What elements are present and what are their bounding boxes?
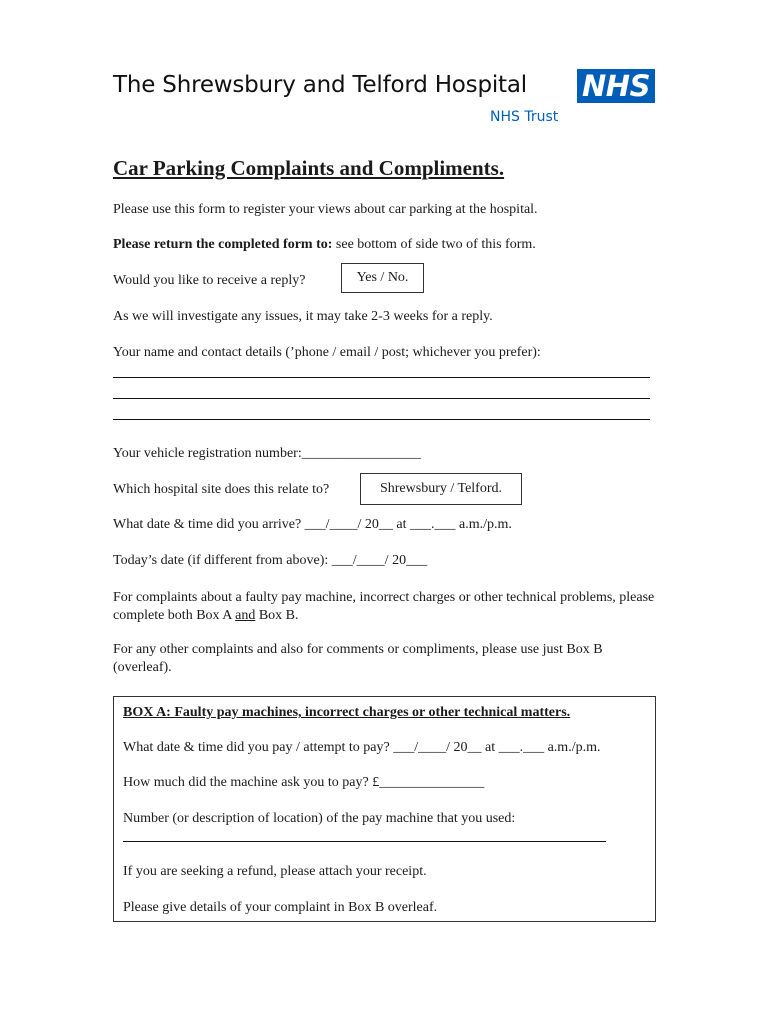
machine-line[interactable] xyxy=(123,841,606,842)
return-instructions xyxy=(113,236,536,254)
box-a-title: BOX A: Faulty pay machines, incorrect charges or other technical matters. xyxy=(123,705,571,720)
faulty-text-before: For complaints about a faulty pay machine, incorrect charges or other technical problems, please complete both Box A xyxy=(113,590,655,623)
return-label: Please return the completed form to: xyxy=(113,237,333,252)
faulty-text-and: and xyxy=(235,608,256,623)
hospital-name: The Shrewsbury and Telford Hospital xyxy=(113,72,527,98)
faulty-text-after: Box B. xyxy=(255,608,299,623)
contact-line-1[interactable] xyxy=(113,377,650,378)
other-complaints-instructions: For any other complaints and also for comments or compliments, please use just Box B (overleaf). xyxy=(113,642,603,675)
contact-line-3[interactable] xyxy=(113,419,650,420)
today-date-field[interactable]: Today’s date (if different from above): ___/____/ 20___ xyxy=(113,553,428,568)
intro-text: Please use this form to register your views about car parking at the hospital. xyxy=(113,202,538,217)
site-options-box[interactable] xyxy=(360,473,522,505)
box-a xyxy=(113,696,656,922)
pay-datetime-field[interactable]: What date & time did you pay / attempt to pay? ___/____/ 20__ at ___.___ a.m./p.m. xyxy=(123,740,601,755)
investigate-note: As we will investigate any issues, it may take 2-3 weeks for a reply. xyxy=(113,309,493,324)
arrival-datetime-field[interactable]: What date & time did you arrive? ___/____/ 20__ at ___.___ a.m./p.m. xyxy=(113,517,512,532)
page-title: Car Parking Complaints and Compliments. xyxy=(113,156,505,180)
refund-note: If you are seeking a refund, please attach your receipt. xyxy=(123,864,427,879)
machine-label: Number (or description of location) of the pay machine that you used: xyxy=(123,811,516,826)
contact-label: Your name and contact details (’phone / email / post; whichever you prefer): xyxy=(113,345,541,360)
reply-options-box[interactable] xyxy=(341,263,424,293)
site-options: Shrewsbury / Telford. xyxy=(379,481,503,496)
reply-options: Yes / No. xyxy=(356,270,409,285)
faulty-machine-instructions xyxy=(113,589,658,625)
amount-field[interactable]: How much did the machine ask you to pay? £_______________ xyxy=(123,775,485,790)
contact-line-2[interactable] xyxy=(113,398,650,399)
nhs-trust-label: NHS Trust xyxy=(490,109,559,125)
details-note: Please give details of your complaint in Box B overleaf. xyxy=(123,900,438,915)
nhs-logo: NHS xyxy=(577,69,655,103)
site-question: Which hospital site does this relate to? xyxy=(113,482,330,497)
reply-question: Would you like to receive a reply? xyxy=(113,273,306,288)
registration-field[interactable]: Your vehicle registration number:_________________ xyxy=(113,446,421,461)
return-text: see bottom of side two of this form. xyxy=(332,237,536,252)
